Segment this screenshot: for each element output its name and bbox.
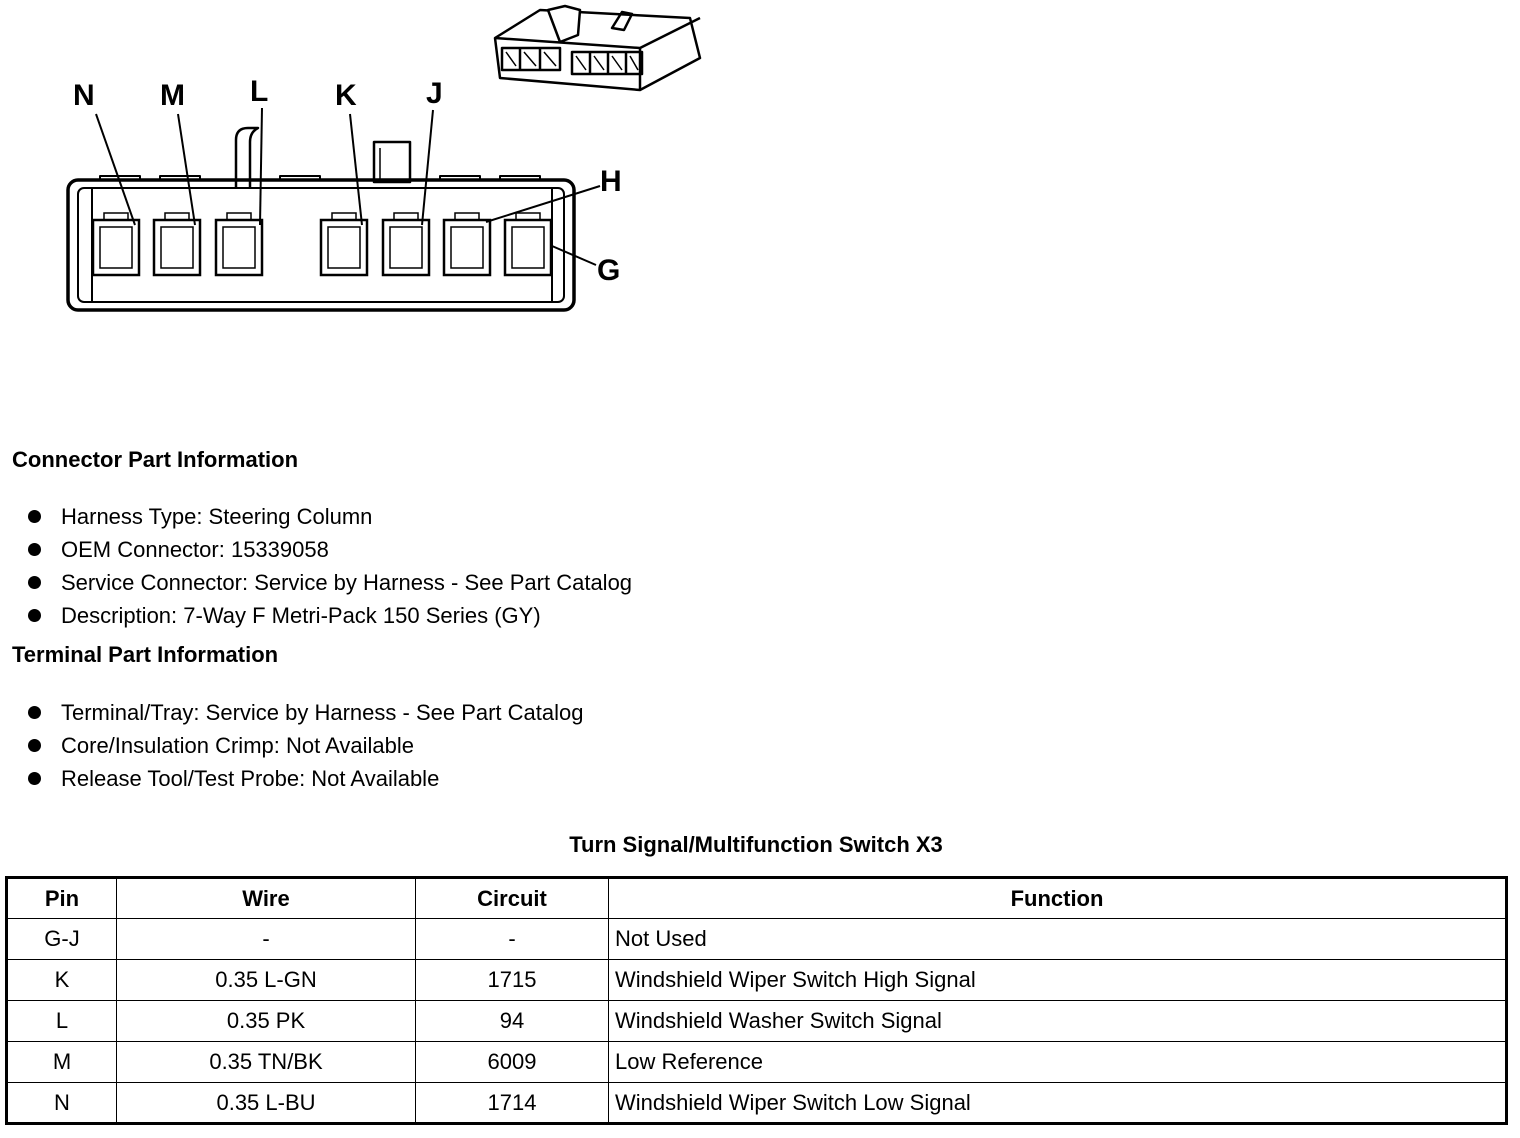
cell-wire: 0.35 L-GN xyxy=(117,960,416,1001)
cell-pin: M xyxy=(7,1042,117,1083)
list-item xyxy=(28,599,632,632)
list-item xyxy=(28,762,584,795)
list-item xyxy=(28,566,632,599)
list-item xyxy=(28,729,584,762)
table-header-row xyxy=(7,878,1507,919)
table-row xyxy=(7,1042,1507,1083)
list-item-text: Core/Insulation Crimp: Not Available xyxy=(61,732,414,758)
terminal-cavities xyxy=(93,213,551,275)
list-item-text: Service Connector: Service by Harness - See Part Catalog xyxy=(61,569,633,595)
list-item-text: Harness Type: Steering Column xyxy=(61,503,373,529)
bullet-icon xyxy=(28,609,41,622)
cell-function: Not Used xyxy=(609,919,1507,960)
cavity-h xyxy=(444,213,490,275)
cell-circuit: - xyxy=(416,919,609,960)
pin-label-j: J xyxy=(426,77,443,110)
header-function: Function xyxy=(609,878,1507,919)
cell-circuit: 94 xyxy=(416,1001,609,1042)
table-row xyxy=(7,1083,1507,1124)
cell-wire: 0.35 PK xyxy=(117,1001,416,1042)
bullet-icon xyxy=(28,510,41,523)
list-item xyxy=(28,533,632,566)
header-wire: Wire xyxy=(117,878,416,919)
cavity-l xyxy=(216,213,262,275)
pin-label-n: N xyxy=(73,79,95,112)
connector-part-info-list xyxy=(28,500,632,632)
cell-pin: G-J xyxy=(7,919,117,960)
cell-pin: K xyxy=(7,960,117,1001)
cavity-m xyxy=(154,213,200,275)
cell-function: Windshield Washer Switch Signal xyxy=(609,1001,1507,1042)
pin-label-k: K xyxy=(335,79,357,112)
terminal-part-info-list xyxy=(28,696,584,795)
cell-wire: 0.35 TN/BK xyxy=(117,1042,416,1083)
connector-diagram xyxy=(0,0,760,330)
pinout-table xyxy=(5,876,1508,1125)
pin-label-l: L xyxy=(250,75,269,108)
cell-wire: - xyxy=(117,919,416,960)
connector-perspective-view xyxy=(495,6,700,90)
cell-circuit: 1714 xyxy=(416,1083,609,1124)
pin-label-h: H xyxy=(600,165,622,198)
table-row xyxy=(7,919,1507,960)
cell-function: Windshield Wiper Switch High Signal xyxy=(609,960,1507,1001)
list-item-text: OEM Connector: 15339058 xyxy=(61,536,329,562)
cell-pin: L xyxy=(7,1001,117,1042)
cavity-n xyxy=(93,213,139,275)
header-pin: Pin xyxy=(7,878,117,919)
table-row xyxy=(7,960,1507,1001)
header-circuit: Circuit xyxy=(416,878,609,919)
table-row xyxy=(7,1001,1507,1042)
list-item xyxy=(28,500,632,533)
bullet-icon xyxy=(28,739,41,752)
connector-part-info-heading: Connector Part Information xyxy=(12,447,299,472)
bullet-icon xyxy=(28,772,41,785)
bullet-icon xyxy=(28,706,41,719)
cavity-k xyxy=(321,213,367,275)
leader-lines xyxy=(96,108,600,265)
pin-label-g: G xyxy=(597,254,621,287)
bullet-icon xyxy=(28,576,41,589)
cell-function: Low Reference xyxy=(609,1042,1507,1083)
list-item xyxy=(28,696,584,729)
cell-function: Windshield Wiper Switch Low Signal xyxy=(609,1083,1507,1124)
cell-circuit: 6009 xyxy=(416,1042,609,1083)
cell-wire: 0.35 L-BU xyxy=(117,1083,416,1124)
pin-label-m: M xyxy=(160,79,185,112)
cell-circuit: 1715 xyxy=(416,960,609,1001)
cavity-g xyxy=(505,213,551,275)
table-title: Turn Signal/Multifunction Switch X3 xyxy=(569,832,943,857)
terminal-part-info-heading: Terminal Part Information xyxy=(12,642,279,667)
cell-pin: N xyxy=(7,1083,117,1124)
list-item-text: Terminal/Tray: Service by Harness - See Part Catalog xyxy=(61,699,584,725)
list-item-text: Description: 7-Way F Metri-Pack 150 Series (GY) xyxy=(61,602,541,628)
bullet-icon xyxy=(28,543,41,556)
list-item-text: Release Tool/Test Probe: Not Available xyxy=(61,765,440,791)
